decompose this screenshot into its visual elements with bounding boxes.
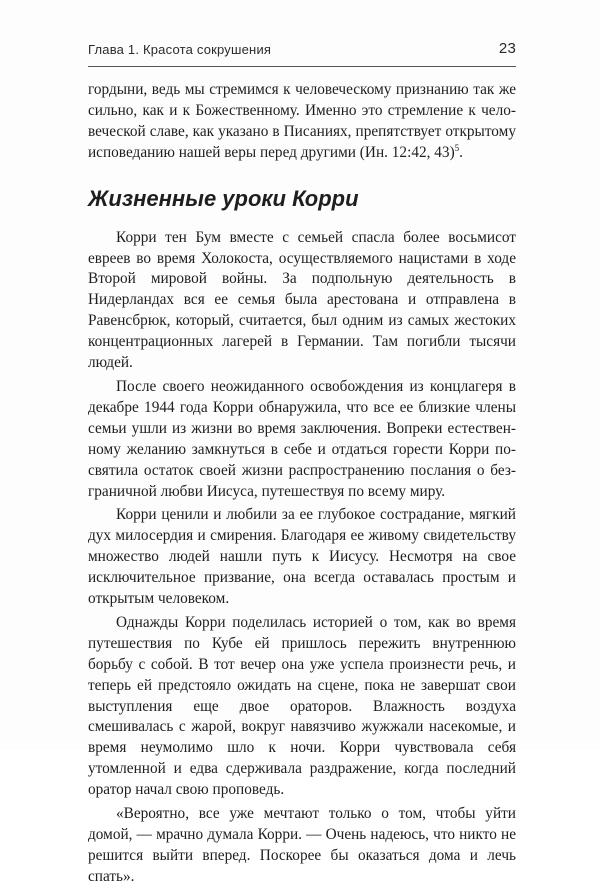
paragraph: «Вероятно, все уже мечтают только о том, чтобы уйти домой, — мрачно думала Корри. — Очень надеюсь, что никто не решится выйти вперед. Поскорее бы оказаться дома и лечь спать». — [88, 805, 516, 885]
paragraph: После своего неожиданного освобождения из концлагеря в декабре 1944 года Корри обнаружила, что все ее близкие члены семьи ушли из жизни во время заключения. Вопреки естественному желанию замкнуться в себе и отдаться горести Корри посвятила остаток своей жизни распространению послания о безграничной любви Иисуса, путешествуя по всему миру. — [88, 377, 516, 500]
header-rule — [88, 66, 516, 67]
page-number: 23 — [498, 40, 516, 57]
chapter-title: Глава 1. Красота сокрушения — [88, 42, 272, 57]
footnote-reference[interactable]: 5 — [454, 142, 460, 153]
paragraph: Корри тен Бум вместе с семьей спасла более восьмисот евреев во время Холокоста, осуществляемого нацистами в ходе Второй мировой войны. За подпольную деятельность в Нидерландах вся ее семья была арестована и отправлена в Равенсбрюк, который, считается, был одним из самых жестоких концентрационных лагерей в Германии. Там погибли тысячи людей. — [88, 228, 516, 372]
body-text — [88, 80, 516, 888]
paragraph-text: гордыни, ведь мы стремимся к человеческому признанию так же сильно, как и к Божественному. Именно это стремление к человеческой славе, как указано в Писаниях, препятствует открытому исповеданию нашей веры перед другими (Ин. 12:42, 43) — [88, 81, 516, 161]
paragraph: Однажды Корри поделилась историей о том, как во время путешествия по Кубе ей пришлось пережить внутреннюю борьбу с собой. В тот вечер она уже успела произнести речь, и теперь ей предстояло ожидать на сцене, пока не завершат свои выступления еще двое ораторов. Влажность воздуха смешивалась с жарой, вокруг навязчиво жужжали насекомые, и время неумолимо шло к ночи. Корри чувствовала себя утомленной и едва сдерживала раздражение, когда последний оратор начал свою проповедь. — [88, 613, 516, 799]
running-header — [88, 38, 516, 62]
paragraph-continued: гордыни, ведь мы стремимся к человеческому признанию так же сильно, как и к Божественному. Именно это стремление к человеческой славе, как указано в Писаниях, препятствует открытому исповеданию нашей веры перед другими (Ин. 12:42, 43)$^5$. — [88, 81, 516, 161]
section-heading: Жизненные уроки Корри — [88, 185, 359, 211]
paragraph: Корри ценили и любили за ее глубокое сострадание, мягкий дух милосердия и смирения. Благодаря ее живому свидетельству множество людей нашли путь к Иисусу. Несмотря на свое исключительное призвание, она всегда оставалась простым и открытым человеком. — [88, 506, 516, 608]
